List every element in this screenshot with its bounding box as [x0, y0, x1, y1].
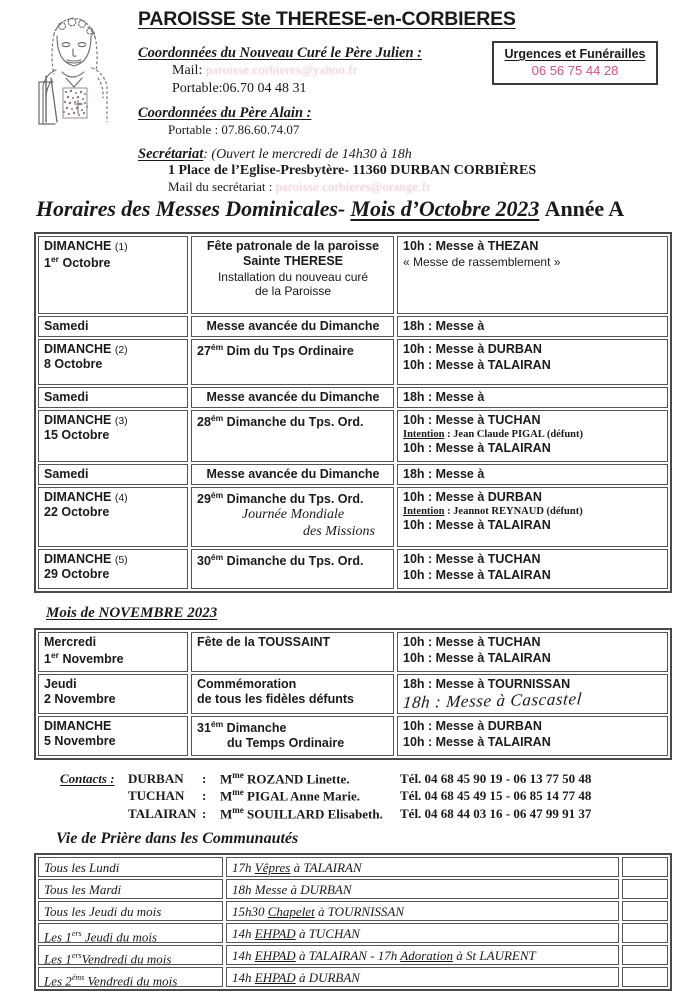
contact-name: $M^{me}$ ROZAND Linette.	[220, 770, 350, 787]
prayer-note[interactable]	[622, 967, 668, 987]
cell-event	[191, 464, 394, 485]
mass-line: 18h : Messe à	[403, 390, 485, 404]
mass-handwritten-note: 18h : Messe à Cascastel	[402, 688, 583, 712]
event-line: Sainte THERESE	[242, 254, 344, 269]
mass-line: 10h : Messe à DURBAN	[403, 342, 542, 356]
cell-mass	[397, 316, 668, 337]
prayer-life-table	[34, 853, 672, 991]
urgences-phone: 06 56 75 44 28	[531, 63, 619, 78]
prayer-row	[38, 857, 668, 877]
prayer-when: Tous les Mardi	[38, 879, 223, 899]
mail-label: Mail:	[172, 63, 203, 78]
mass-line: 10h : Messe à DURBAN	[403, 719, 542, 733]
event-line: Messe avancée du Dimanche	[206, 319, 380, 333]
secretariat-line	[138, 145, 690, 163]
october-heading	[36, 196, 700, 222]
event-line: $30^{ém}$ Dimanche du Tps. Ord.	[197, 552, 364, 569]
prayer-when: Les 1ersVendredi du mois	[38, 945, 223, 965]
row-date: 1er Octobre	[44, 254, 111, 271]
event-line: du Temps Ordinaire	[227, 736, 345, 751]
row-day: DIMANCHE (3)	[44, 413, 128, 427]
table-row	[38, 716, 668, 756]
prayer-what: 14h EHPAD à TALAIRAN - 17h Adoration à St LAURENT	[226, 945, 619, 965]
event-line: des Missions	[303, 524, 375, 540]
secretariat-mail-label: Mail du secrétariat :	[168, 179, 273, 195]
row-day: Jeudi	[44, 677, 77, 691]
prayer-what: 15h30 Chapelet à TOURNISSAN	[226, 901, 619, 921]
cell-event	[191, 339, 394, 385]
october-heading-part1: Horaires des Messes Dominicales-	[36, 196, 346, 221]
prayer-row	[38, 967, 668, 987]
table-row	[38, 387, 668, 408]
contact-name: $M^{me}$ SOUILLARD Elisabeth.	[220, 804, 383, 822]
prayer-note[interactable]	[622, 857, 668, 877]
row-day: DIMANCHE (2)	[44, 342, 128, 356]
contact-row	[60, 805, 700, 822]
cell-day	[38, 549, 188, 589]
contact-colon: :	[202, 805, 207, 821]
prayer-note[interactable]	[622, 901, 668, 921]
cell-mass	[397, 716, 668, 756]
event-line: Journée Mondiale	[241, 507, 345, 523]
prayer-what: 17h Vêpres à TALAIRAN	[226, 857, 619, 877]
row-day: Samedi	[44, 390, 89, 404]
cell-mass	[397, 632, 668, 672]
cell-mass	[397, 487, 668, 547]
event-line: Installation du nouveau curé	[217, 269, 369, 284]
cell-day	[38, 339, 188, 385]
prayer-row	[38, 923, 668, 943]
mass-line: 10h : Messe à TUCHAN	[403, 413, 541, 427]
contacts-label	[60, 805, 128, 822]
mass-line: 10h : Messe à TUCHAN	[403, 552, 541, 566]
cell-day	[38, 632, 188, 672]
mass-line: 18h : Messe à	[403, 319, 485, 333]
cell-event	[191, 410, 394, 462]
contact-tel: Tél. 04 68 45 90 19 - 06 13 77 50 48	[400, 771, 592, 786]
priest-alain-phone: Portable : 07.86.60.74.07	[168, 121, 300, 137]
table-row	[38, 410, 668, 462]
event-line: $28^{ém}$ Dimanche du Tps. Ord.	[197, 413, 364, 430]
table-row	[38, 236, 668, 314]
row-date: 2 Novembre	[44, 692, 116, 707]
cell-event	[191, 387, 394, 408]
row-index: (1)	[114, 241, 128, 253]
secretariat-hours: : (Ouvert le mercredi de 14h30 à 18h	[203, 147, 412, 163]
event-line: Commémoration	[197, 677, 297, 691]
table-row	[38, 674, 668, 714]
table-row	[38, 549, 668, 589]
cell-day	[38, 316, 188, 337]
cell-event	[191, 716, 394, 756]
row-index: (4)	[114, 492, 128, 504]
prayer-note[interactable]	[622, 945, 668, 965]
priest-julien-phone: Portable:06.70 04 48 31	[172, 80, 307, 96]
priest-julien-mail-value[interactable]: paroisse.corbieres@yahoo.fr	[205, 63, 358, 77]
cell-day	[38, 716, 188, 756]
mass-line: 10h : Messe à TALAIRAN	[403, 734, 551, 749]
prayer-when: Tous les Lundi	[38, 857, 223, 877]
mass-line: 10h : Messe à TALAIRAN	[403, 357, 551, 372]
row-day: Mercredi	[44, 635, 97, 649]
contact-tel: Tél. 04 68 45 49 15 - 06 85 14 77 48	[400, 788, 592, 804]
mass-note: « Messe de rassemblement »	[403, 254, 561, 269]
row-date: 29 Octobre	[44, 567, 110, 582]
event-line: Messe avancée du Dimanche	[206, 467, 380, 481]
cell-event	[191, 549, 394, 589]
secretariat-label: Secrétariat	[138, 146, 204, 163]
mass-intention: Intention : Jeannot REYNAUD (défunt)	[403, 505, 583, 517]
prayer-when: Les 1ers Jeudi du mois	[38, 923, 223, 943]
cell-day	[38, 674, 188, 714]
contact-row	[60, 787, 700, 804]
event-line: $27^{ém}$ Dim du Tps Ordinaire	[197, 342, 354, 359]
cell-day	[38, 410, 188, 462]
table-row	[38, 339, 668, 385]
row-day: Samedi	[44, 467, 89, 481]
contacts-block	[60, 770, 700, 822]
cell-day	[38, 387, 188, 408]
mass-line: 18h : Messe à	[403, 467, 485, 481]
november-schedule-table	[34, 628, 672, 760]
contact-tel: Tél. 04 68 44 03 16 - 06 47 99 91 37	[400, 805, 592, 821]
prayer-row	[38, 945, 668, 965]
secretariat-mail-line	[138, 179, 690, 196]
cell-mass	[397, 674, 668, 714]
prayer-row	[38, 901, 668, 921]
prayer-note[interactable]	[622, 879, 668, 899]
mass-line: 10h : Messe à TALAIRAN	[403, 567, 551, 582]
october-heading-month: Mois d’Octobre 2023	[350, 196, 540, 221]
october-schedule-table	[34, 232, 672, 593]
row-date: 5 Novembre	[44, 734, 116, 749]
contacts-label: Contacts :	[60, 771, 115, 786]
mass-line: 10h : Messe à THEZAN	[403, 239, 539, 253]
row-date: 1er Novembre	[44, 650, 124, 667]
urgences-title: Urgences et Funérailles	[504, 47, 646, 61]
mass-line: 10h : Messe à DURBAN	[403, 490, 542, 504]
event-line: Messe avancée du Dimanche	[206, 390, 380, 404]
event-line: Fête de la TOUSSAINT	[197, 635, 331, 649]
row-index: (2)	[114, 344, 128, 356]
event-line: $29^{ém}$ Dimanche du Tps. Ord.	[197, 490, 364, 507]
cell-mass	[397, 549, 668, 589]
mass-line: 10h : Messe à TUCHAN	[403, 635, 541, 649]
priest-alain-block	[138, 105, 690, 139]
contact-town: DURBAN	[128, 771, 184, 786]
contact-name: $M^{me}$ PIGAL Anne Marie.	[220, 787, 361, 804]
prayer-row	[38, 879, 668, 899]
contact-town: TALAIRAN	[128, 805, 197, 821]
cell-day	[38, 487, 188, 547]
cell-event	[191, 674, 394, 714]
contact-colon: :	[202, 788, 207, 804]
mass-line: 10h : Messe à TALAIRAN	[403, 518, 551, 533]
secretariat-block	[138, 145, 690, 196]
row-date: 8 Octobre	[44, 357, 103, 372]
secretariat-mail-value[interactable]: paroisse.corbieres@orange.fr	[275, 180, 431, 195]
cell-day	[38, 236, 188, 314]
row-day: DIMANCHE (4)	[44, 490, 128, 504]
row-day: DIMANCHE (1)	[44, 239, 128, 253]
row-date: 22 Octobre	[44, 505, 110, 520]
prayer-what: 18h Messe à DURBAN	[226, 879, 619, 899]
prayer-when: Tous les Jeudi du mois	[38, 901, 223, 921]
prayer-heading: Vie de Prière dans les Communautés	[56, 830, 299, 848]
table-row	[38, 464, 668, 485]
table-row	[38, 316, 668, 337]
row-day: DIMANCHE (5)	[44, 552, 128, 566]
cell-mass	[397, 236, 668, 314]
cell-event	[191, 487, 394, 547]
mass-line: 10h : Messe à TALAIRAN	[403, 650, 551, 665]
contacts-label	[60, 787, 128, 804]
table-row	[38, 632, 668, 672]
mass-line: 18h : Messe à TOURNISSAN	[403, 677, 571, 691]
event-line: $31^{ém}$ Dimanche	[197, 719, 287, 736]
priest-julien-label: Coordonnées du Nouveau Curé le Père Julien :	[138, 45, 422, 61]
urgences-box	[492, 41, 658, 85]
prayer-note[interactable]	[622, 923, 668, 943]
contact-colon: :	[202, 771, 207, 786]
cell-mass	[397, 410, 668, 462]
table-row	[38, 487, 668, 547]
mass-line: 10h : Messe à TALAIRAN	[403, 441, 551, 456]
priest-alain-label: Coordonnées du Père Alain :	[138, 104, 312, 121]
row-index: (5)	[114, 554, 128, 566]
prayer-what: 14h EHPAD à TUCHAN	[226, 923, 619, 943]
event-line: de la Paroisse	[254, 284, 332, 299]
contact-row	[60, 770, 700, 787]
cell-event	[191, 632, 394, 672]
cell-mass	[397, 387, 668, 408]
cell-mass	[397, 464, 668, 485]
mass-intention: Intention : Jean Claude PIGAL (défunt)	[403, 428, 583, 440]
prayer-what: 14h EHPAD à DURBAN	[226, 967, 619, 987]
october-heading-part2: Année A	[544, 196, 625, 221]
row-date: 15 Octobre	[44, 428, 110, 443]
cell-event	[191, 316, 394, 337]
cell-mass	[397, 339, 668, 385]
november-heading: Mois de NOVEMBRE 2023	[46, 605, 218, 621]
page-title: PAROISSE Ste THERESE-en-CORBIERES	[138, 8, 516, 30]
cell-event	[191, 236, 394, 314]
sainte-therese-drawing	[26, 4, 122, 138]
row-day: Samedi	[44, 319, 89, 333]
prayer-when: Les $2^{éms}$ Vendredi du mois	[38, 967, 223, 987]
event-line: Fête patronale de la paroisse	[206, 239, 380, 253]
row-index: (3)	[114, 415, 128, 427]
row-day: DIMANCHE	[44, 719, 112, 733]
document-header	[0, 0, 700, 195]
event-line: de tous les fidèles défunts	[197, 692, 354, 707]
secretariat-address: 1 Place de l’Eglise-Presbytère- 11360 DURBAN CORBIÈRES	[168, 163, 537, 179]
contact-town: TUCHAN	[128, 788, 185, 804]
cell-day	[38, 464, 188, 485]
